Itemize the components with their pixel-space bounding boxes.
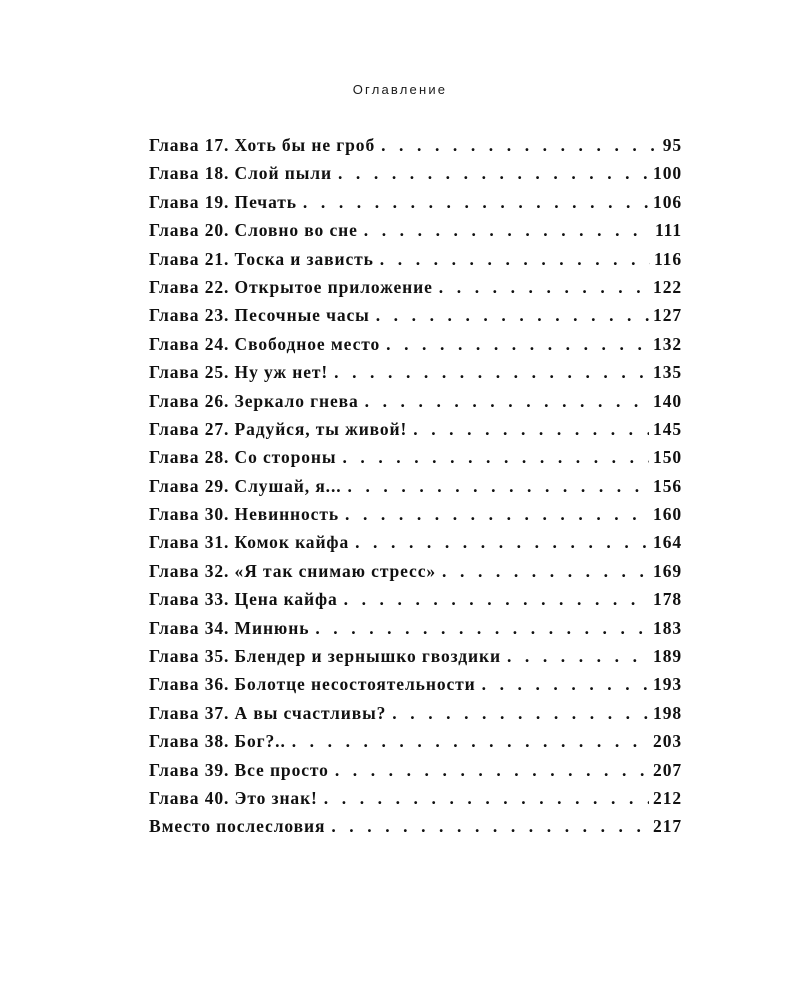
- toc-dot-leader: [501, 646, 649, 667]
- toc-dot-leader: [328, 362, 649, 383]
- toc-entry-page-number: 127: [653, 305, 682, 326]
- toc-entry-title: Глава 32. «Я так снимаю стресс»: [149, 560, 437, 581]
- toc-entry-title: Глава 17. Хоть бы не гроб: [149, 135, 376, 155]
- toc-entry-page-number: 116: [654, 248, 682, 269]
- toc-entry: [149, 618, 682, 646]
- toc-dot-leader: [332, 163, 649, 184]
- toc-entry: [149, 391, 682, 419]
- toc-entry: [149, 192, 682, 220]
- toc-entry-page-number: 183: [653, 617, 682, 638]
- toc-entry-page-number: 145: [653, 418, 682, 439]
- toc-dot-leader: [338, 589, 649, 610]
- toc-entry-page-number: 217: [653, 816, 682, 837]
- toc-entry-page-number: 207: [653, 759, 682, 780]
- toc-dot-leader: [325, 816, 649, 837]
- toc-entry: [149, 419, 682, 447]
- toc-entry-title: Глава 34. Минюнь: [149, 617, 310, 638]
- toc-entry: [149, 760, 682, 788]
- toc-entry-page-number: 169: [653, 560, 682, 581]
- toc-entry: [149, 135, 682, 163]
- toc-entry-title: Глава 29. Слушай, я...: [149, 475, 342, 496]
- toc-entry-title: Глава 28. Со стороны: [149, 447, 337, 468]
- toc-dot-leader: [359, 391, 649, 412]
- toc-dot-leader: [342, 476, 650, 497]
- toc-entry-title: Глава 33. Цена кайфа: [149, 589, 338, 610]
- toc-entry-title: Вместо послесловия: [149, 816, 326, 837]
- toc-entry-title: Глава 36. Болотце несостоятельности: [149, 674, 476, 695]
- page-heading: Оглавление: [352, 82, 448, 97]
- toc-entry-page-number: 135: [653, 362, 682, 383]
- toc-entry-page-number: 160: [653, 504, 682, 525]
- toc-entry-title: Глава 38. Бог?..: [149, 731, 286, 752]
- toc-entry-page-number: 164: [653, 532, 682, 553]
- toc-entry-title: Глава 35. Блендер и зернышко гвоздики: [149, 646, 501, 667]
- toc-entry-page-number: 100: [653, 163, 682, 184]
- toc-entry: [149, 703, 682, 731]
- toc-entry: [149, 220, 682, 248]
- toc-entry: [149, 476, 682, 504]
- toc-dot-leader: [336, 447, 649, 468]
- toc-entry-page-number: 178: [653, 589, 682, 610]
- toc-entry-page-number: 111: [654, 220, 682, 241]
- toc-dot-leader: [380, 334, 649, 355]
- toc-dot-leader: [476, 674, 649, 695]
- toc-entry-title: Глава 40. Это знак!: [149, 787, 318, 808]
- toc-entry-title: Глава 26. Зеркало гнева: [149, 390, 359, 411]
- toc-entry-title: Глава 25. Ну уж нет!: [149, 362, 329, 383]
- toc-entry-page-number: 122: [653, 276, 682, 297]
- toc-entry-page-number: 203: [653, 731, 682, 752]
- toc-entry-page-number: 212: [653, 787, 682, 808]
- toc-dot-leader: [375, 135, 659, 156]
- toc-entry-title: Глава 27. Радуйся, ты живой!: [149, 418, 408, 439]
- toc-dot-leader: [339, 504, 649, 525]
- toc-entry-page-number: 156: [653, 475, 682, 496]
- toc-entry-title: Глава 39. Все просто: [149, 759, 329, 780]
- toc-entry: [149, 788, 682, 816]
- toc-dot-leader: [433, 277, 649, 298]
- table-of-contents: [149, 135, 682, 845]
- toc-entry: [149, 646, 682, 674]
- toc-dot-leader: [407, 419, 649, 440]
- toc-entry: [149, 561, 682, 589]
- toc-entry: [149, 504, 682, 532]
- toc-entry-title: Глава 31. Комок кайфа: [149, 532, 350, 553]
- toc-entry-page-number: 95: [662, 135, 682, 155]
- toc-entry-title: Глава 30. Невинность: [149, 504, 340, 525]
- toc-entry: [149, 305, 682, 333]
- toc-dot-leader: [309, 618, 649, 639]
- toc-entry-title: Глава 23. Песочные часы: [149, 305, 370, 326]
- toc-entry: [149, 447, 682, 475]
- toc-entry: [149, 589, 682, 617]
- toc-dot-leader: [386, 703, 649, 724]
- toc-entry-title: Глава 19. Печать: [149, 191, 297, 212]
- toc-entry-title: Глава 21. Тоска и зависть: [149, 248, 374, 269]
- toc-entry-page-number: 150: [653, 447, 682, 468]
- toc-entry: [149, 816, 682, 844]
- toc-entry-page-number: 106: [653, 191, 682, 212]
- toc-dot-leader: [374, 249, 650, 270]
- toc-entry: [149, 334, 682, 362]
- toc-dot-leader: [370, 305, 649, 326]
- toc-entry: [149, 163, 682, 191]
- toc-entry-page-number: 198: [653, 702, 682, 723]
- toc-entry-page-number: 140: [653, 390, 682, 411]
- toc-entry: [149, 532, 682, 560]
- toc-entry-title: Глава 37. А вы счастливы?: [149, 702, 387, 723]
- toc-dot-leader: [329, 760, 649, 781]
- toc-entry: [149, 277, 682, 305]
- toc-entry-page-number: 193: [653, 674, 682, 695]
- toc-entry: [149, 249, 682, 277]
- toc-dot-leader: [436, 561, 649, 582]
- toc-entry-page-number: 189: [653, 646, 682, 667]
- toc-entry-title: Глава 22. Открытое приложение: [149, 276, 433, 297]
- toc-dot-leader: [297, 192, 649, 213]
- toc-entry-title: Глава 20. Словно во сне: [149, 220, 358, 241]
- toc-entry-title: Глава 18. Слой пыли: [149, 163, 332, 184]
- toc-entry: [149, 362, 682, 390]
- toc-dot-leader: [358, 220, 651, 241]
- toc-entry-page-number: 132: [653, 333, 682, 354]
- toc-entry: [149, 731, 682, 759]
- toc-entry: [149, 674, 682, 702]
- toc-entry-title: Глава 24. Свободное место: [149, 333, 381, 354]
- toc-dot-leader: [349, 532, 649, 553]
- toc-dot-leader: [286, 731, 649, 752]
- toc-dot-leader: [318, 788, 649, 809]
